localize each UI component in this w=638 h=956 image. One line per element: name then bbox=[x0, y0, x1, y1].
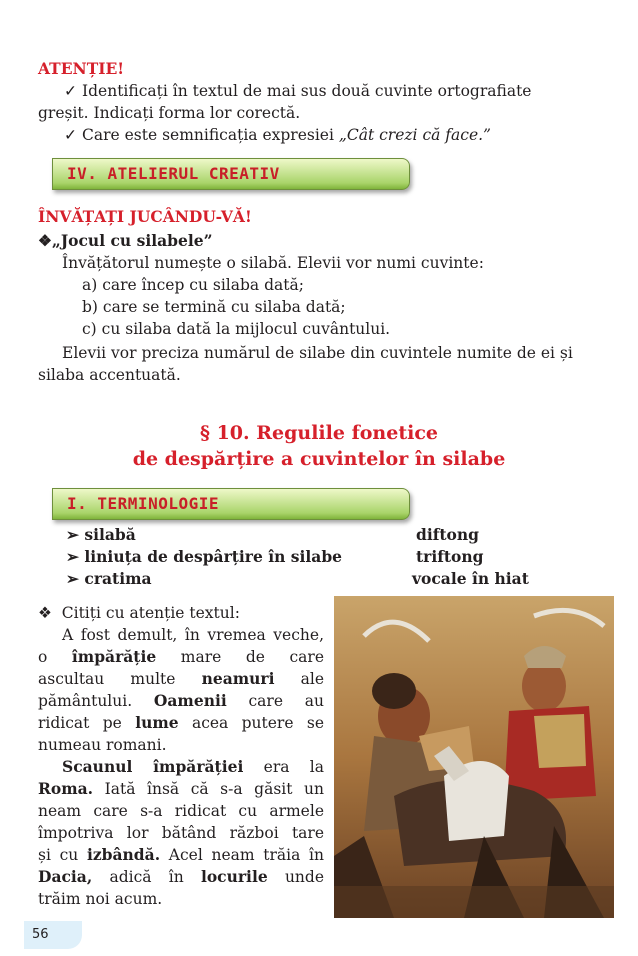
question-2: ✓ Care este semnificația expresiei „Cât crezi că face.” bbox=[64, 126, 491, 144]
reading-instruction: ❖ Citiți cu atenție textul: bbox=[38, 604, 240, 622]
reading-line bbox=[38, 778, 324, 800]
text-run: adică în bbox=[92, 868, 201, 886]
text-run: și cu bbox=[38, 846, 87, 864]
term-item: vocale în hiat bbox=[412, 569, 529, 588]
text-run: ridicat pe bbox=[38, 714, 136, 732]
arrow-bullet-icon: ➢ bbox=[66, 525, 85, 544]
bold-word: lume bbox=[135, 713, 179, 732]
question-1-line-2: greșit. Indicați forma lor corectă. bbox=[38, 104, 301, 122]
text-run: unde bbox=[267, 868, 324, 886]
text-run: o bbox=[38, 648, 72, 666]
text-run: era la bbox=[243, 758, 324, 776]
term-item: triftong bbox=[416, 547, 484, 566]
text-run: A fost demult, în vremea veche, bbox=[62, 626, 324, 644]
reading-line bbox=[38, 866, 324, 888]
game-outro-line-1: Elevii vor preciza numărul de silabe din cuvintele numite de ei și bbox=[62, 344, 573, 362]
section-title: ÎNVĂȚAȚI JUCÂNDU-VĂ! bbox=[38, 207, 252, 226]
text-run: Acel neam trăia în bbox=[160, 846, 324, 864]
bold-word: izbândă. bbox=[86, 845, 161, 864]
reading-line bbox=[38, 690, 324, 712]
text-run: numeau romani. bbox=[38, 736, 167, 754]
reading-line bbox=[38, 888, 324, 910]
arrow-bullet-icon: ➢ bbox=[66, 547, 85, 566]
text-run: trăim noi acum. bbox=[38, 890, 163, 908]
reading-line bbox=[38, 646, 324, 668]
bold-word: împărăție bbox=[71, 647, 157, 666]
lesson-title-line-2: de despărțire a cuvintelor în silabe bbox=[132, 448, 506, 470]
lesson-title-line-1: § 10. Regulile fonetice bbox=[200, 422, 438, 444]
checkmark-icon: ✓ bbox=[64, 126, 77, 144]
attention-title: ATENȚIE! bbox=[38, 59, 125, 78]
list-item: c) cu silaba dată la mijlocul cuvântului. bbox=[82, 320, 391, 338]
bold-word: Dacia, bbox=[38, 867, 93, 886]
diamond-bullet-icon: ❖ bbox=[38, 604, 52, 622]
text-run: care au bbox=[226, 692, 324, 710]
battle-painting bbox=[334, 596, 614, 918]
bold-word: Scaunul împărăției bbox=[62, 757, 244, 776]
text-run: neam care s-a ridicat cu armele bbox=[38, 802, 324, 820]
text-run: ale bbox=[274, 670, 324, 688]
bold-word: Oamenii bbox=[153, 691, 227, 710]
bold-word: Roma. bbox=[38, 779, 94, 798]
reading-line bbox=[38, 712, 324, 734]
text-run: ascultau multe bbox=[38, 670, 202, 688]
text-run: împotriva lor bătând război tare bbox=[38, 824, 324, 842]
section-banner-creative: IV. ATELIERUL CREATIV bbox=[52, 158, 410, 190]
game-outro-line-2: silaba accentuată. bbox=[38, 366, 181, 384]
diamond-bullet-icon: ❖ bbox=[38, 231, 52, 250]
term-item: ➢ liniuța de despârțire în silabe bbox=[66, 547, 343, 566]
list-item: a) care încep cu silaba dată; bbox=[82, 276, 304, 294]
text-run: pământului. bbox=[38, 692, 154, 710]
reading-line bbox=[38, 844, 324, 866]
game-intro: Învățătorul numește o silabă. Elevii vor numi cuvinte: bbox=[62, 254, 484, 272]
text-run: mare de care bbox=[156, 648, 325, 666]
section-banner-terminology: I. TERMINOLOGIE bbox=[52, 488, 410, 520]
game-title: ❖„Jocul cu silabele” bbox=[38, 231, 213, 250]
reading-line bbox=[62, 756, 324, 778]
list-item: b) care se termină cu silaba dată; bbox=[82, 298, 346, 316]
battle-illustration bbox=[334, 596, 614, 918]
text-run: acea putere se bbox=[178, 714, 324, 732]
arrow-bullet-icon: ➢ bbox=[66, 569, 85, 588]
question-1-line-1: ✓ Identificați în textul de mai sus două cuvinte ortografiate bbox=[64, 82, 532, 100]
bold-word: neamuri bbox=[201, 669, 275, 688]
checkmark-icon: ✓ bbox=[64, 82, 77, 100]
text-run: Iată însă că s-a găsit un bbox=[93, 780, 324, 798]
term-item: ➢ silabă bbox=[66, 525, 136, 544]
reading-line bbox=[38, 734, 324, 756]
term-item: ➢ cratima bbox=[66, 569, 152, 588]
reading-line bbox=[62, 624, 324, 646]
bold-word: locurile bbox=[200, 867, 268, 886]
term-item: diftong bbox=[416, 525, 479, 544]
reading-line bbox=[38, 668, 324, 690]
reading-line bbox=[38, 800, 324, 822]
reading-line bbox=[38, 822, 324, 844]
page-number-tab: 56 bbox=[24, 921, 82, 949]
